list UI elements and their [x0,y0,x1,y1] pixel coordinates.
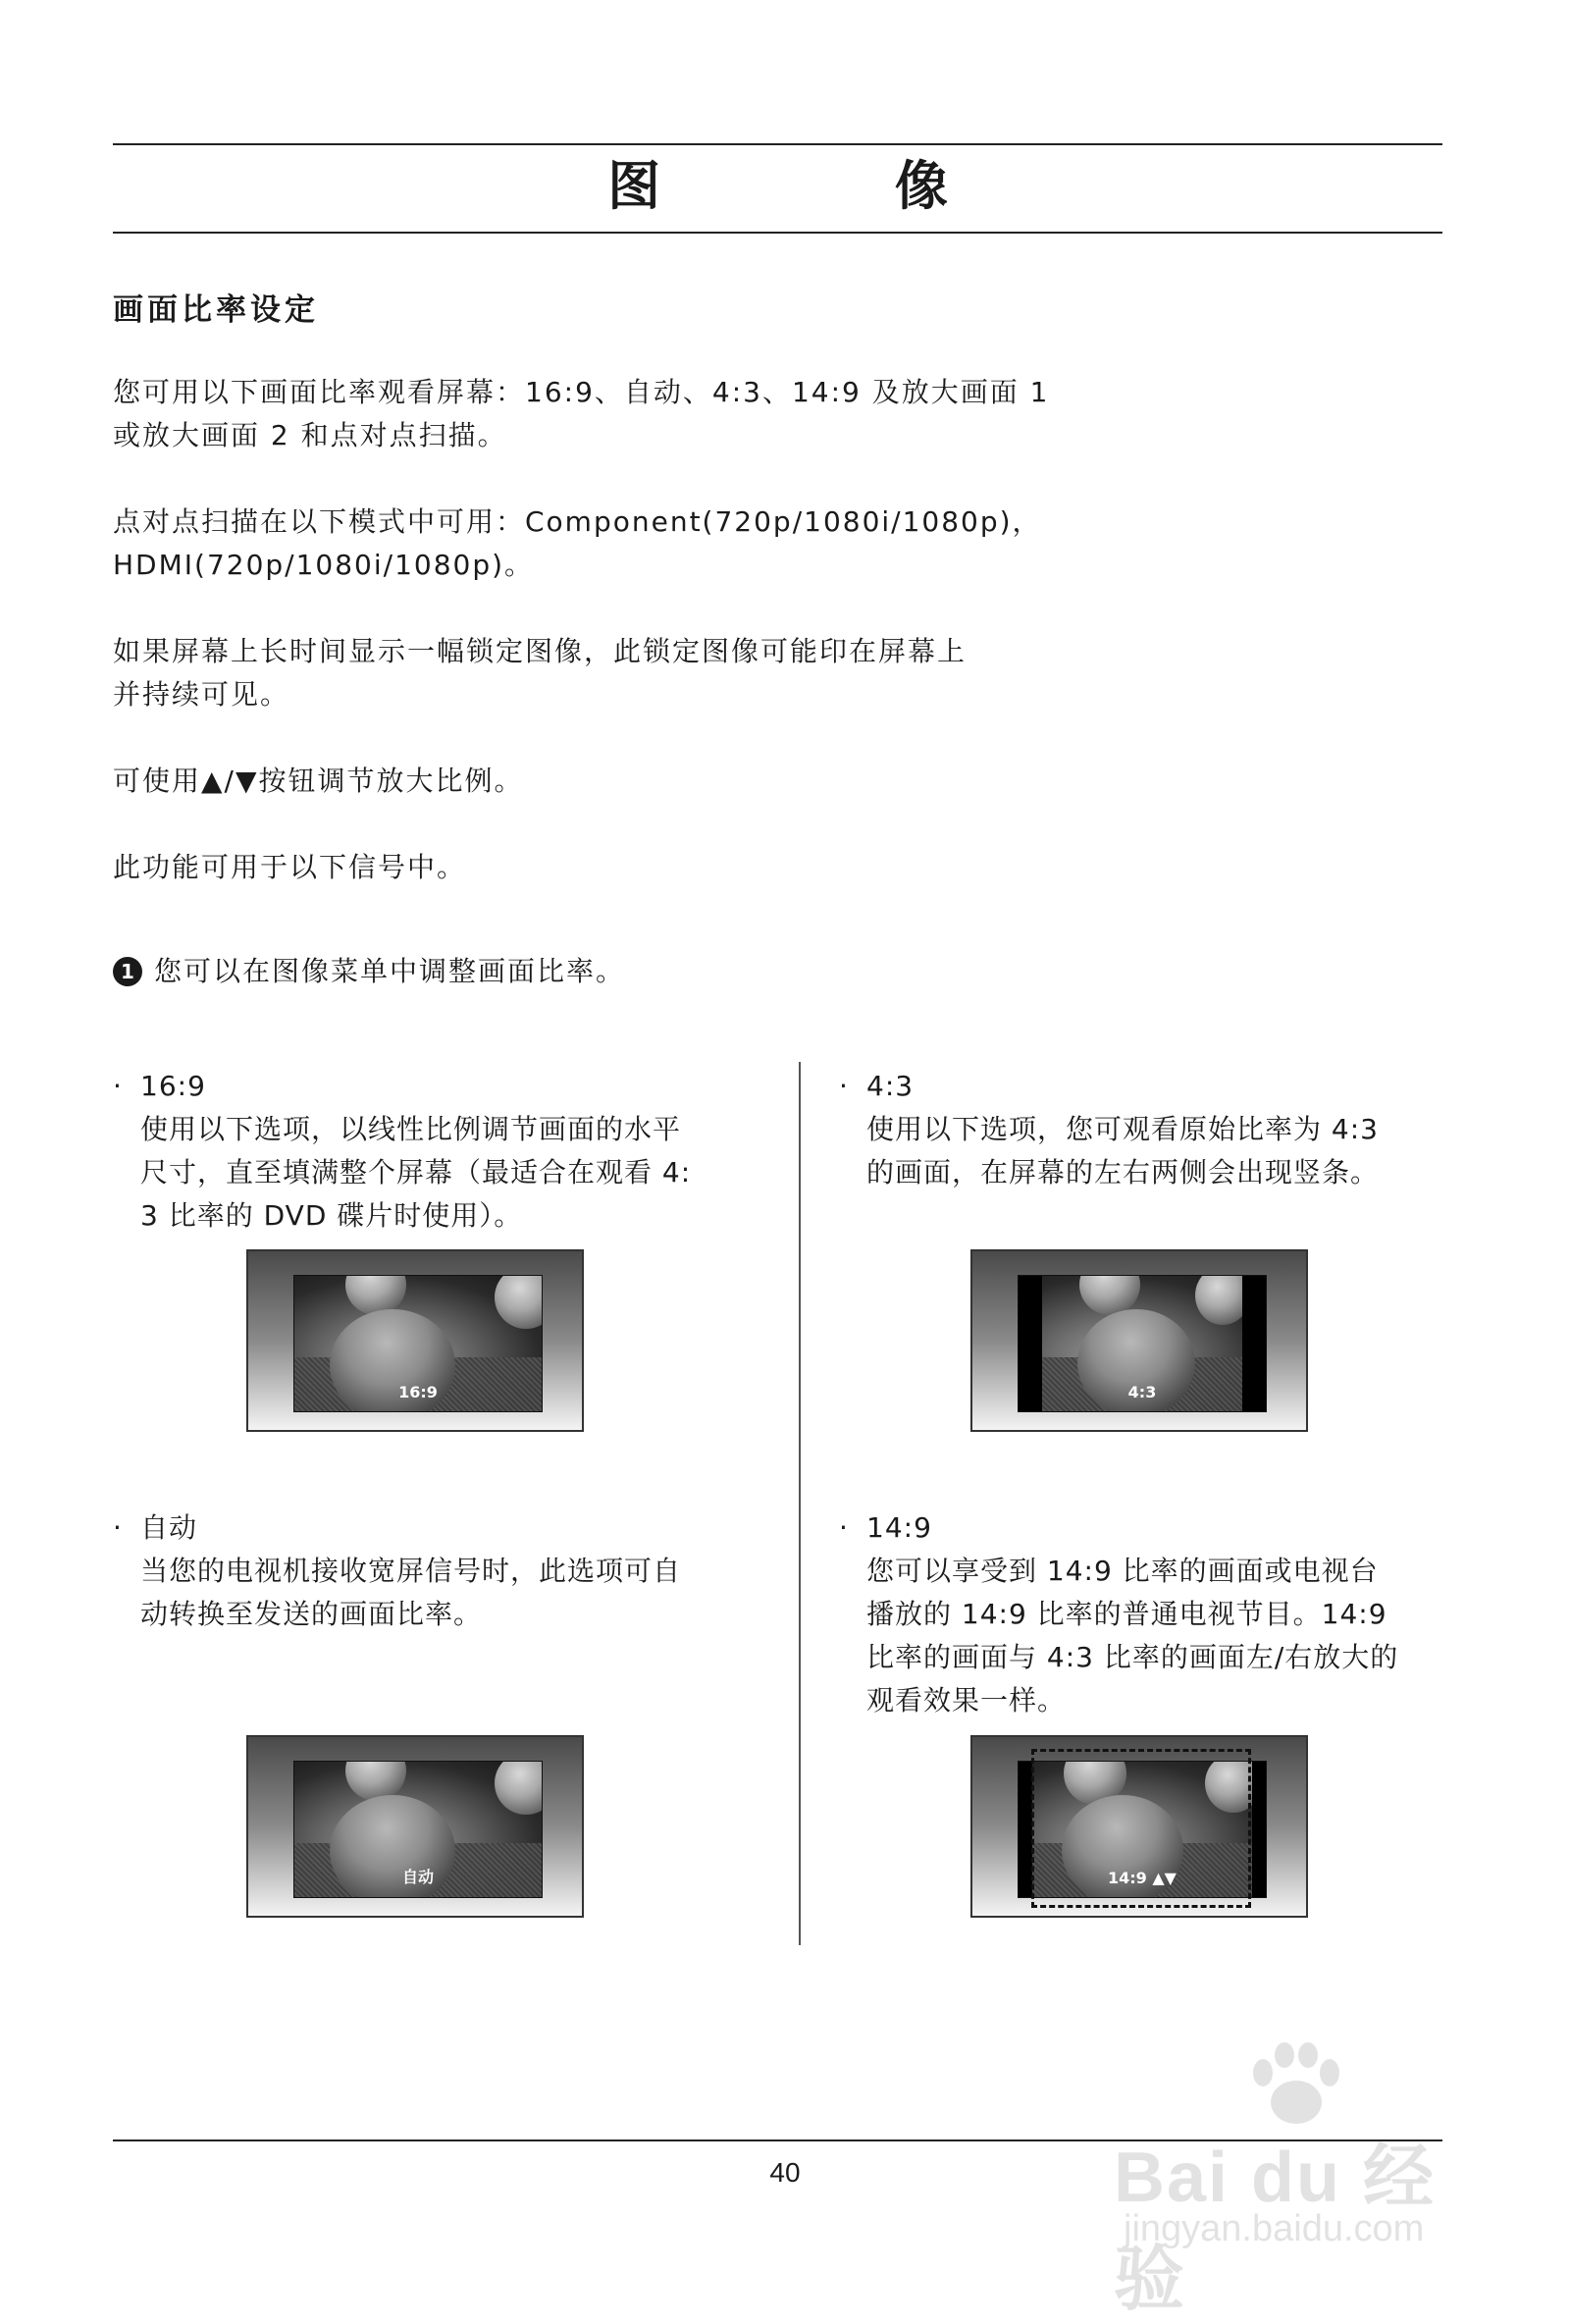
ball-image [495,1275,543,1329]
mode-paragraph [113,501,1055,587]
option-desc-line: 使用以下选项，您可观看原始比率为 4:3 [866,1113,1379,1145]
paw-logo-icon [1241,2041,1349,2130]
option-16-9 [113,1065,721,1238]
bullet-icon: · [113,1070,123,1102]
option-4-3 [839,1065,1447,1194]
zoom-dashed-frame [1031,1749,1251,1908]
option-desc-line: 您可以享受到 14:9 比率的画面或电视台 [866,1555,1379,1587]
step-number-icon: 1 [113,957,142,986]
screen-caption: 16:9 [398,1383,438,1401]
menu-note [113,950,625,993]
tv-screen [1018,1275,1267,1412]
option-auto [113,1506,721,1636]
burn-in-line-2: 并持续可见。 [113,678,290,711]
option-desc-line: 使用以下选项，以线性比例调节画面的水平 [140,1113,682,1145]
option-desc-line: 当您的电视机接收宽屏信号时，此选项可自 [140,1555,682,1587]
tv-illustration-16-9 [246,1249,584,1432]
option-desc-line: 尺寸，直至填满整个屏幕（最适合在观看 4: [140,1156,692,1188]
bullet-icon: · [113,1511,123,1544]
watermark [1114,2041,1487,2319]
note-text: 您可以在图像菜单中调整画面比率。 [154,955,626,987]
option-desc-line: 的画面，在屏幕的左右两侧会出现竖条。 [866,1156,1380,1188]
tv-illustration-14-9 [970,1735,1308,1918]
bullet-icon: · [839,1070,849,1102]
option-title: 4:3 [866,1070,915,1102]
tv-screen [293,1275,543,1412]
tv-screen [293,1761,543,1898]
screen-caption: 自动 [401,1868,434,1886]
ball-image [495,1761,543,1815]
tv-illustration-4-3 [970,1249,1308,1432]
section-heading: 画面比率设定 [113,292,319,328]
watermark-brand: Bai du 经验 [1114,2139,1437,2319]
tv-illustration-auto [246,1735,584,1918]
option-desc-line: 播放的 14:9 比率的普通电视节目。14:9 [866,1598,1387,1630]
option-title: 16:9 [140,1070,206,1102]
option-desc-line: 观看效果一样。 [866,1684,1067,1717]
mode-line-2: HDMI(720p/1080i/1080p)。 [113,549,535,581]
watermark-url: jingyan.baidu.com [1124,2208,1425,2249]
zoom-paragraph: 可使用▲/▼按钮调节放大比例。 [113,765,524,797]
option-desc-line: 动转换至发送的画面比率。 [140,1598,483,1630]
mode-line-1: 点对点扫描在以下模式中可用：Component(720p/1080i/1080p)， [113,505,1042,538]
column-divider [799,1062,801,1945]
intro-paragraph [113,371,1055,457]
option-title: 14:9 [866,1511,932,1544]
screen-caption: 14:9 ▲▼ [1108,1869,1177,1887]
bullet-icon: · [839,1511,849,1544]
option-desc-line: 比率的画面与 4:3 比率的画面左/右放大的 [866,1641,1399,1673]
intro-line-1: 您可用以下画面比率观看屏幕：16:9、自动、4:3、14:9 及放大画面 1 [113,376,1050,408]
intro-line-2: 或放大画面 2 和点对点扫描。 [113,419,507,451]
option-title: 自动 [140,1511,198,1544]
top-rule [113,143,1442,145]
page-number: 40 [769,2157,801,2188]
signal-paragraph: 此功能可用于以下信号中。 [113,851,467,883]
burn-in-paragraph [113,630,1055,716]
title-underline [113,232,1442,234]
screen-caption: 4:3 [1127,1383,1157,1401]
option-14-9 [839,1506,1447,1722]
page-title: 图 像 [607,155,1056,217]
option-desc-line: 3 比率的 DVD 碟片时使用）。 [140,1199,523,1232]
burn-in-line-1: 如果屏幕上长时间显示一幅锁定图像，此锁定图像可能印在屏幕上 [113,635,968,667]
